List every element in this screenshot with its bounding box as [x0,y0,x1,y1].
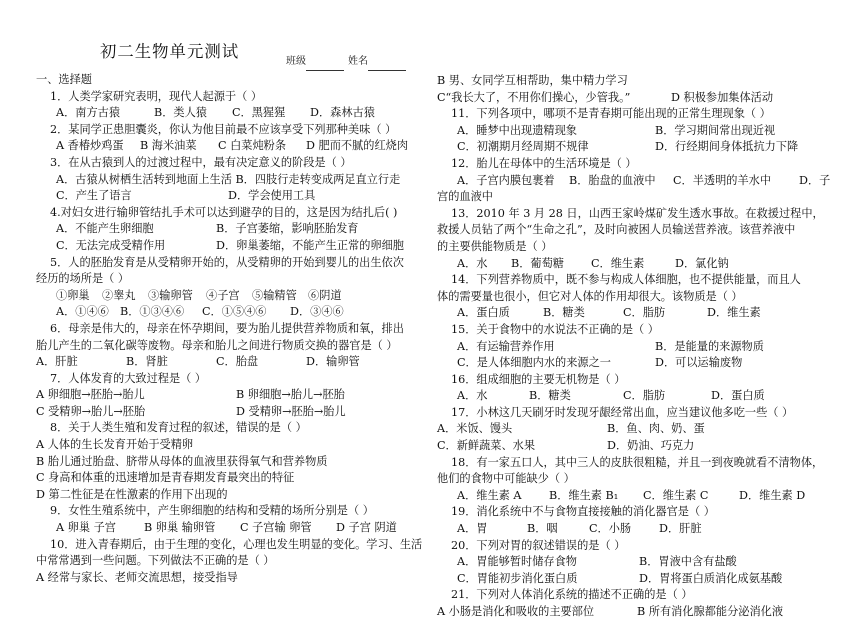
answer-options [437,438,833,455]
answer-option: B．肾脏 [126,355,168,369]
answer-option: D．维生素 [707,306,761,320]
answer-option: D 积极参加集体活动 [671,90,774,104]
answer-option: A．胃 [457,522,488,536]
answer-option: D．学会使用工具 [228,189,316,203]
question-text: 8．关于人类生殖和发育过程的叙述，错误的是（ ） [50,421,307,435]
answer-option: A．维生素 A [457,488,522,502]
answer-option: B．①③④⑥ [120,305,185,319]
answer-options [437,305,833,322]
answer-option: A．蛋白质 [457,306,510,320]
answer-options [437,388,833,405]
answer-option: A．有运输营养作用 [457,339,555,353]
answer-option: A．水 [457,256,488,270]
answer-option: D．肝脏 [659,522,702,536]
answer-option: C 白菜炖粉条 [218,139,287,153]
answer-option: D．子 [799,173,831,187]
answer-option: ⑤输精管 [252,288,297,302]
question-text: 宫的血液中 [437,190,493,204]
question-text: A 人体的生长发育开始于受精卵 [36,438,194,452]
answer-option: D．输卵管 [306,355,360,369]
question-text: A 经常与家长、老师交流思想，接受指导 [36,570,238,584]
answer-options [36,387,426,404]
answer-options [437,139,833,156]
answer-option: D．可以运输废物 [655,356,743,370]
right-questions [437,73,833,621]
question-text: 10．进入青春期后，由于生理的变化，心理也发生明显的变化。学习、生活 [50,537,423,551]
answer-option: D．行经期间身体抵抗力下降 [655,140,799,154]
question-text: 经历的场所是（ ） [36,272,130,286]
answer-option: C．是人体细胞内水的来源之一 [457,356,611,370]
answer-option: B．是能量的来源物质 [655,339,764,353]
answer-options [36,221,426,238]
answer-option: C．维生素 C [643,488,709,502]
question-text: 胎儿产生的二氧化碳等废物。母亲和胎儿之间进行物质交换的器官是（ ） [36,338,398,352]
answer-option: C．黑猩猩 [232,106,286,120]
question-text: 12．胎儿在母体中的生活环境是（ ） [451,156,637,170]
answer-option: D．森林古猿 [310,106,375,120]
answer-option: D 肥而不腻的红烧肉 [306,139,409,153]
question-text: 17．小林这几天刷牙时发现牙龈经常出血，应当建议他多吃一些（ ） [451,405,794,419]
answer-options [437,488,833,505]
answer-options [437,421,833,438]
question-text: 体的需要量也很小，但它对人体的作用却很大。该物质是（ ） [437,289,743,303]
answer-options [36,105,426,122]
question-text: B 男、女同学互相帮助，集中精力学习 [437,74,628,87]
answer-option: A．肝脏 [36,355,78,369]
answer-option: B．糖类 [529,389,571,403]
answer-option: B 卵细胞→胎儿→胚胎 [236,388,345,402]
answer-options [36,138,426,155]
answer-option: B．咽 [527,522,558,536]
answer-option: A．不能产生卵细胞 [56,222,154,236]
answer-option: D 受精卵→胚胎→胎儿 [236,404,346,418]
question-text: 6．母亲是伟大的，母亲在怀孕期间，要为胎儿提供营养物质和氧，排出 [50,321,404,335]
left-column [36,0,426,586]
answer-options [437,173,833,190]
answer-option: A．①④⑥ [56,305,109,319]
question-text: D 第二性征是在性激素的作用下出现的 [36,487,228,501]
answer-option: C“我长大了，不用你们操心，少管我。” [437,90,631,104]
answer-option: C．小肠 [589,522,632,536]
answer-option: C．维生素 [591,256,645,270]
answer-option: ⑥阴道 [308,288,342,302]
question-text: A．古猿从树栖生活转到地面上生活 B．四肢行走转变成两足直立行走 [56,172,401,186]
answer-option: B 所有消化腺都能分泌消化液 [637,605,784,618]
answer-option: A．子宫内膜包裹着 [457,173,555,187]
answer-option: ③输卵管 [148,288,193,302]
question-text: 1．人类学家研究表明，现代人起源于（ ） [50,89,263,103]
answer-option: D．氯化钠 [675,256,729,270]
answer-options [36,404,426,421]
answer-option: B．学习期间常出现近视 [655,123,776,137]
question-text: B 胎儿通过胎盘、脐带从母体的血液里获得氧气和营养物质 [36,454,328,468]
question-text: 20．下列对胃的叙述错误的是（ ） [451,538,626,552]
answer-option: ②睾丸 [102,288,136,302]
question-text: 19．消化系统中不与食物直接接触的消化器官是（ ） [451,505,715,519]
answer-option: A 卵细胞→胚胎→胎儿 [36,388,145,402]
question-text: 7．人体发育的大致过程是（ ） [50,371,207,385]
answer-option: A．胃能够暂时储存食物 [457,555,577,569]
answer-option: A 香椿炒鸡蛋 [56,139,124,153]
answer-option: A．南方古猿 [56,106,121,120]
answer-option: D．维生素 D [739,488,806,502]
question-text: 的主要供能物质是（ ） [437,239,553,253]
answer-option: B．类人猿 [154,106,207,120]
answer-options [437,571,833,588]
section-heading: 一、选择题 [36,73,92,86]
left-questions [36,89,426,587]
answer-option: C 子宫输 卵管 [240,521,312,535]
answer-option: B 卵巢 输卵管 [144,521,216,535]
answer-option: A．水 [457,389,488,403]
question-text: 13．2010 年 3 月 28 日，山西王家岭煤矿发生透水事故。在救援过程中， [451,206,824,220]
answer-option: B．葡萄糖 [511,256,564,270]
answer-options [36,354,426,371]
question-text: 4.对妇女进行输卵管结扎手术可以达到避孕的目的，这是因为结扎后( ) [50,205,398,219]
answer-option: A．米饭、馒头 [437,422,513,436]
question-text: 他们的食物中可能缺少（ ） [437,472,575,486]
answer-option: C．胎盘 [216,355,259,369]
answer-option: C 受精卵→胎儿→胚胎 [36,404,146,418]
answer-option: A 小肠是消化和吸收的主要部位 [437,605,595,618]
question-text: 9．女性生殖系统中，产生卵细胞的结构和受精的场所分别是（ ） [50,504,374,518]
question-text: 5．人的胚胎发育是从受精卵开始的，从受精卵的开始到婴儿的出生依次 [50,255,404,269]
answer-options [36,288,426,305]
answer-option: D．奶油、巧克力 [607,439,695,453]
answer-options [437,355,833,372]
answer-option: D 子宫 阴道 [336,521,397,535]
question-text: 21．下列对人体消化系统的描述不正确的是（ ） [451,588,693,602]
answer-option: A 卵巢 子宫 [56,521,116,535]
question-text: 救援人员钻了两个“生命之孔”，及时向被困人员输送营养液。该营养液中 [437,223,796,237]
answer-option: C．脂肪 [623,389,666,403]
answer-option: B．子宫萎缩，影响胚胎发育 [216,222,359,236]
question-text: C 身高和体重的迅速增加是青春期发育最突出的特征 [36,471,295,485]
answer-option: D．胃将蛋白质消化成氨基酸 [639,571,783,585]
answer-option: ④子宫 [206,288,240,302]
answer-option: C．产生了语言 [56,189,132,203]
answer-option: ①卵巢 [56,288,90,302]
answer-options [437,90,833,107]
answer-option: C．半透明的羊水中 [673,173,772,187]
class-field: 班级 [286,54,344,71]
question-text: 11．下列各项中，哪项不是青春期可能出现的正常生理现象（ ） [451,107,771,121]
question-text: 15．关于食物中的水说法不正确的是（ ） [451,322,659,336]
answer-options [437,256,833,273]
answer-option: C．新鲜蔬菜、水果 [437,439,536,453]
answer-options [437,123,833,140]
question-text: 18．有一家五口人，其中三人的皮肤很粗糙，并且一到夜晚就看不清物体， [451,455,824,469]
question-text: 16．组成细胞的主要无机物是（ ） [451,372,626,386]
answer-option: D．③④⑥ [290,305,344,319]
answer-option: C．胃能初步消化蛋白质 [457,571,578,585]
answer-option: A．睡梦中出现遗精现象 [457,123,577,137]
answer-options [437,554,833,571]
answer-options [36,238,426,255]
answer-option: B．糖类 [543,306,585,320]
answer-option: C．无法完成受精作用 [56,238,166,252]
answer-option: D．蛋白质 [711,389,765,403]
answer-options [36,304,426,321]
answer-options [36,520,426,537]
answer-option: C．脂肪 [623,306,666,320]
answer-option: B．鱼、肉、奶、蛋 [607,422,705,436]
question-text: 14．下列营养物质中，既不参与构成人体细胞，也不提供能量，而且人 [451,273,801,287]
name-field: 姓名 [348,54,406,71]
answer-options [437,339,833,356]
answer-option: D．卵巢萎缩，不能产生正常的卵细胞 [216,238,404,252]
answer-option: B 海米油菜 [140,139,197,153]
answer-option: B．胎盘的血液中 [569,173,656,187]
header [36,44,426,72]
answer-option: C．初潮期月经周期不规律 [457,140,589,154]
right-column [437,73,833,621]
answer-options [437,604,833,621]
answer-option: C．①⑤④⑥ [202,305,267,319]
answer-options [36,188,426,205]
question-text: 3．在从古猿到人的过渡过程中，最有决定意义的阶段是（ ） [50,155,352,169]
answer-option: B．胃液中含有盐酸 [639,555,737,569]
answer-option: B．维生素 B₁ [549,488,619,502]
question-text: 中常常遇到一些问题。下列做法不正确的是（ ） [36,554,275,568]
page-title: 初二生物单元测试 [100,42,240,61]
answer-options [437,521,833,538]
question-text: 2．某同学正患胆囊炎，你认为他目前最不应该享受下列那种美味（ ） [50,122,397,136]
